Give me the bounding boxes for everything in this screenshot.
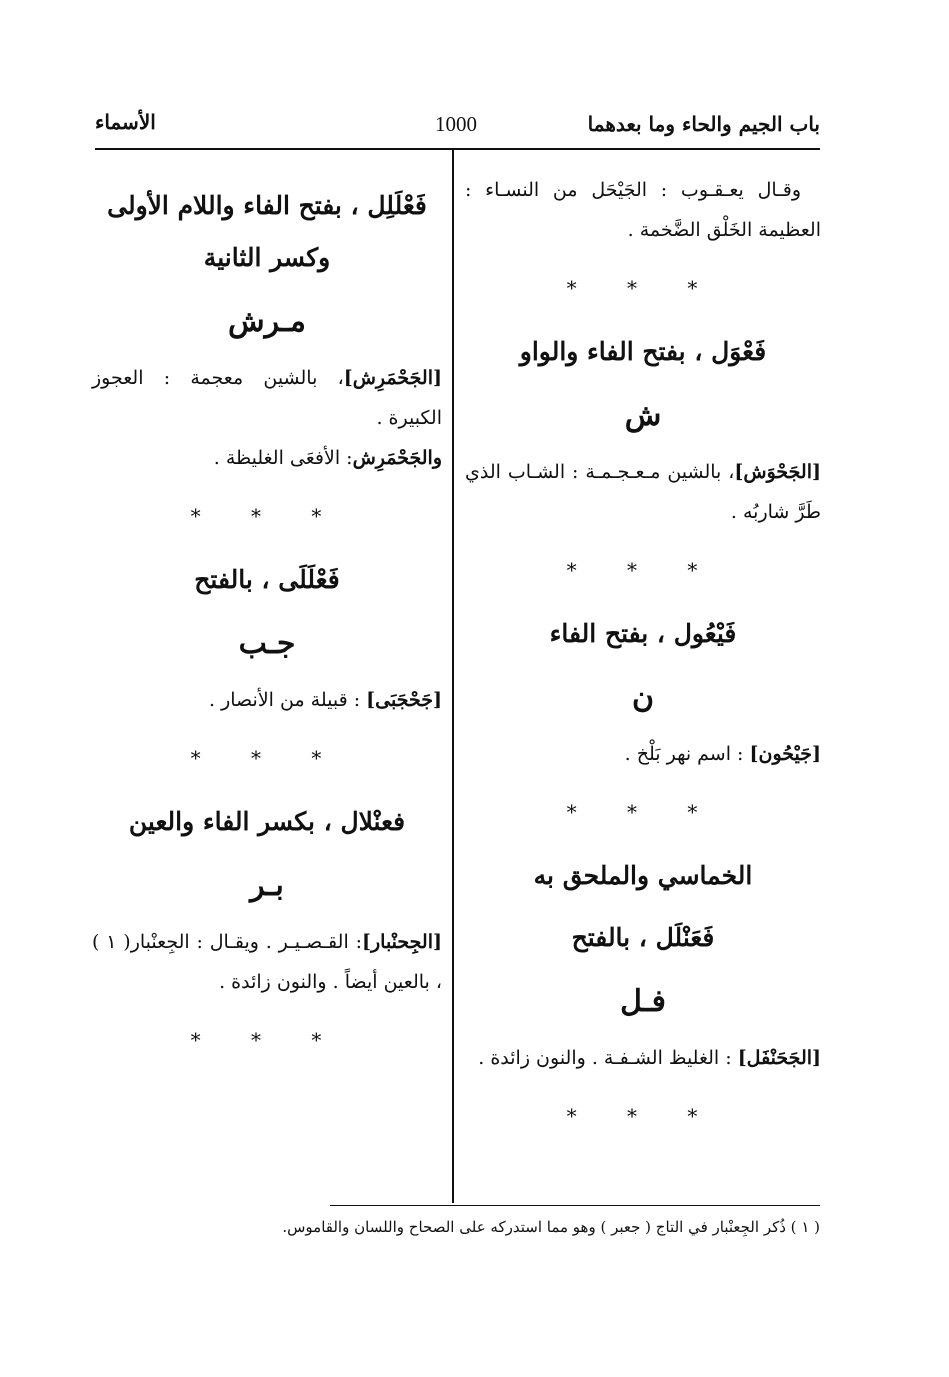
entry-definition: : اسم نهر بَلْخ . [624,743,744,765]
pattern-heading: فَعْلَلَى ، بالفتح [194,565,340,594]
pattern-heading: فَعَنْلَل ، بالفتح [571,923,715,952]
entry-term: [جَحْجَبَى] [366,689,442,711]
root-heading: فـل [620,984,666,1019]
entry-definition: : الأفعَى الغليظة . [213,447,353,469]
entry-text: وقـال يعـقـوب : الجَيْحَل من النسـاء : العظيمة الخَلْق الضَّخمة . [465,179,821,241]
entry-definition: : قبيلة من الأنصار . [209,689,361,711]
root-heading: جـب [238,626,296,661]
section-separator: * * * [566,558,720,582]
entry-definition: : الغليظ الشـفـة . والنون زائدة . [478,1047,732,1069]
entry-text [465,452,821,532]
section-title: الأسماء [95,110,156,134]
footnote: ( ١ ) ذُكر الجِعنْبار في التاج ( جعبر ) وهو مما استدركه على الصحاح واللسان والقاموس. [282,1218,820,1236]
left-column [92,170,442,1078]
right-column [465,170,821,1154]
entry-text [92,922,442,1002]
root-heading: مـرش [227,304,307,339]
pattern-heading: فَيْعُول ، بفتح الفاء [549,619,737,648]
root-heading: بـر [250,868,284,903]
entry-text [92,680,442,720]
entry-term: [الجِحنْبار] [361,931,442,953]
entry-term: [جَيْحُون] [749,743,821,765]
running-header [95,108,820,150]
entry-term: [الجَحْمَرِش] [343,367,442,389]
section-separator: * * * [190,746,344,770]
pattern-heading: فَعْلَلِل ، بفتح الفاء واللام الأولى وكسر الثانية [107,191,427,272]
pattern-heading: فَعْوَل ، بفتح الفاء والواو [519,337,767,366]
entry-term: والجَحْمَرِش [352,447,442,469]
entry-text [92,438,442,478]
entry-text [465,734,821,774]
pattern-heading: فعنْلال ، بكسر الفاء والعين [128,807,406,836]
page-number: 1000 [435,112,477,136]
chapter-heading: الخماسي والملحق به [533,861,753,890]
chapter-title: باب الجيم والحاء وما بعدهما [587,112,820,136]
section-separator: * * * [190,504,344,528]
entry-definition: ، بالشين معجمة : العجوز الكبيرة . [92,367,442,429]
entry-text [465,1038,821,1078]
section-separator: * * * [566,276,720,300]
entry-definition: ، بالشين مـعـجـمـة : الشـاب الذي طَرَّ شاربُه . [465,461,821,523]
entry-term: [الجَحْوَش] [734,461,821,483]
root-heading: ن [631,680,655,715]
section-separator: * * * [566,1104,720,1128]
section-separator: * * * [566,800,720,824]
entry-term: [الجَحَنْفَل] [737,1047,821,1069]
column-divider [452,150,454,1203]
entry-definition: : القـصـيـر . ويقـال : الجِعنْبار( ١ ) ، بالعين أيضاً . والنون زائدة . [92,931,442,993]
footnote-rule [330,1205,820,1206]
entry-text [92,358,442,438]
root-heading: ش [624,398,662,433]
section-separator: * * * [190,1028,344,1052]
